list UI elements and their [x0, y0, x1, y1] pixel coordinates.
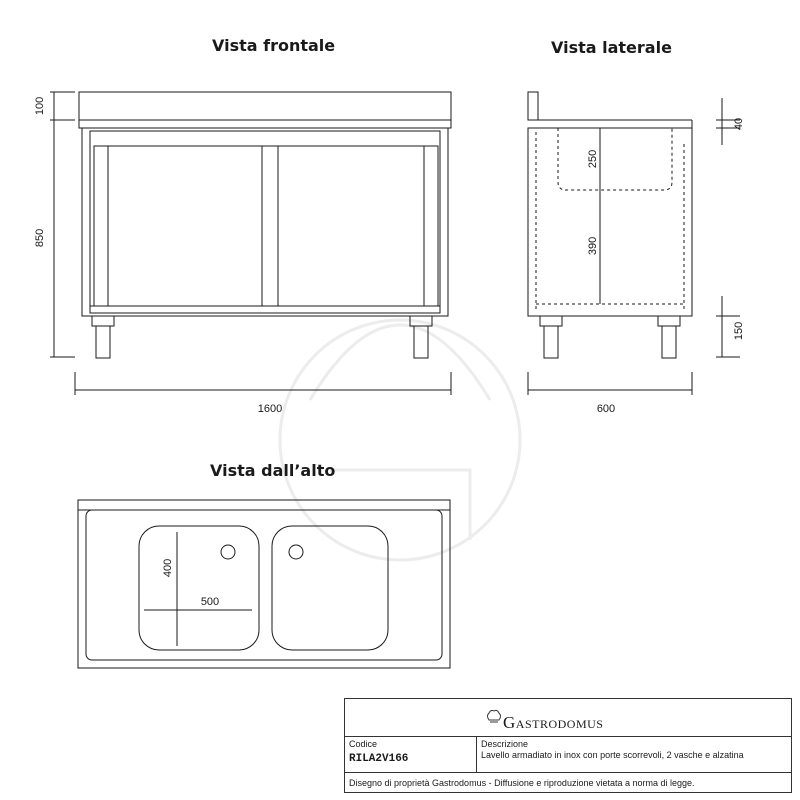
chef-hat-icon — [485, 708, 503, 726]
dim-side-backsplash: 40 — [733, 117, 745, 131]
dim-side-depth: 600 — [596, 403, 616, 415]
codice-label: Codice — [349, 739, 378, 749]
descrizione-label: Descrizione — [481, 739, 529, 749]
title-block-header — [345, 699, 791, 737]
dim-basin-depth: 250 — [587, 149, 599, 169]
front-view — [79, 92, 451, 358]
watermark-logo — [280, 320, 520, 560]
ownership-notice: Disegno di proprietà Gastrodomus - Diffusione e riproduzione vietata a norma di legge. — [349, 778, 695, 788]
side-view — [528, 92, 692, 358]
top-view-title: Vista dall’alto — [210, 461, 336, 480]
title-block — [344, 698, 792, 793]
brand-name: Gastrodomus — [503, 713, 604, 732]
dim-feet-height: 150 — [733, 321, 745, 341]
dim-basin-width: 500 — [200, 596, 220, 608]
top-view — [78, 500, 450, 668]
dim-top-shelf: 100 — [34, 96, 46, 116]
dim-total-width: 1600 — [257, 403, 283, 415]
side-dimensions — [528, 98, 740, 395]
dim-body-height: 850 — [34, 228, 46, 248]
front-view-title: Vista frontale — [212, 36, 336, 55]
title-block-info-row — [345, 737, 791, 773]
codice-cell — [345, 737, 477, 772]
side-view-title: Vista laterale — [551, 38, 672, 57]
descrizione-cell — [477, 737, 791, 772]
descrizione-value: Lavello armadiato in inox con porte scorrevoli, 2 vasche e alzatina — [481, 750, 744, 760]
dim-basin-height: 400 — [162, 558, 174, 578]
dim-inner-depth: 390 — [587, 236, 599, 256]
codice-value: RILA2V166 — [349, 753, 409, 765]
